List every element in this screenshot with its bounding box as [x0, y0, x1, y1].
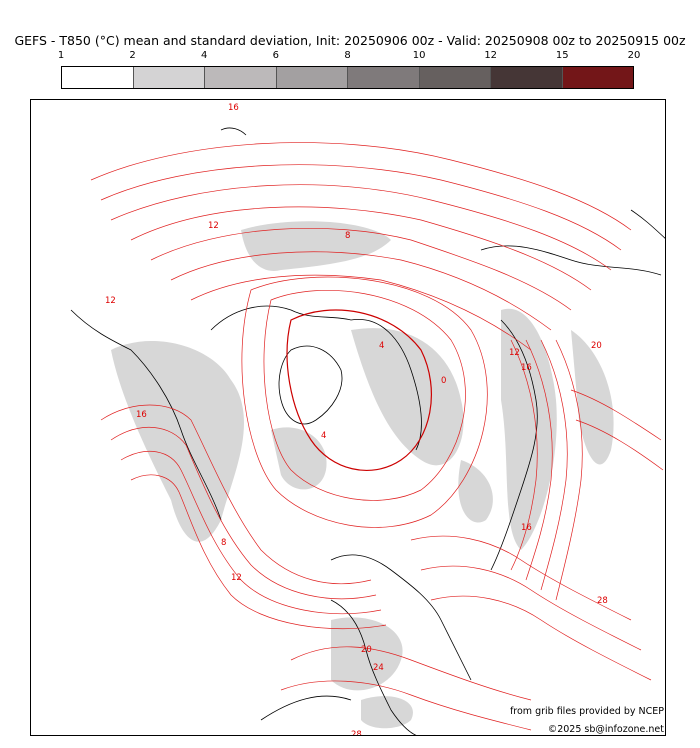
colorbar-segment: [420, 67, 492, 88]
colorbar-legend: [61, 66, 634, 89]
colorbar-tick: 6: [272, 50, 279, 61]
contour-label: 20: [591, 341, 602, 351]
contour-label: 12: [105, 296, 116, 306]
colorbar-segment: [563, 67, 634, 88]
contour-label: 8: [345, 231, 351, 241]
colorbar-segment: [348, 67, 420, 88]
contour-label: 28: [351, 730, 362, 737]
contour-label: 12: [509, 348, 520, 358]
contour-label: 16: [521, 363, 532, 373]
colorbar-tick: 20: [627, 50, 641, 61]
contour-label: 0: [441, 376, 447, 386]
colorbar-tick: 4: [201, 50, 208, 61]
contour-label: 16: [228, 103, 239, 113]
contour-label: 4: [379, 341, 385, 351]
contour-label: 4: [321, 431, 327, 441]
contour-label: 12: [208, 221, 219, 231]
colorbar-tick: 8: [344, 50, 351, 61]
colorbar-tick: 10: [412, 50, 426, 61]
colorbar-segment: [62, 67, 134, 88]
contour-label: 28: [597, 596, 608, 606]
contour-label: 20: [361, 645, 372, 655]
colorbar-segment: [277, 67, 349, 88]
colorbar-ticks: [0, 50, 700, 64]
contour-label: 16: [136, 410, 147, 420]
contour-label: 12: [231, 573, 242, 583]
map-panel: [30, 99, 666, 736]
polar-map: [31, 100, 666, 736]
colorbar-segment: [205, 67, 277, 88]
colorbar-tick: 15: [555, 50, 569, 61]
contour-label: 8: [221, 538, 227, 548]
chart-title: GEFS - T850 (°C) mean and standard deviation, Init: 20250906 00z - Valid: 20250908 00z to 20250915 00z: [14, 33, 686, 48]
colorbar-segment: [134, 67, 206, 88]
contour-label: 24: [373, 663, 384, 673]
colorbar-tick: 1: [57, 50, 65, 61]
copyright-credit: ©2025 sb@infozone.net: [547, 724, 664, 735]
source-credit: from grib files provided by NCEP: [509, 706, 664, 717]
contour-label: 16: [521, 523, 532, 533]
colorbar-tick: 12: [484, 50, 498, 61]
colorbar-segment: [491, 67, 563, 88]
colorbar-tick: 2: [129, 50, 136, 61]
